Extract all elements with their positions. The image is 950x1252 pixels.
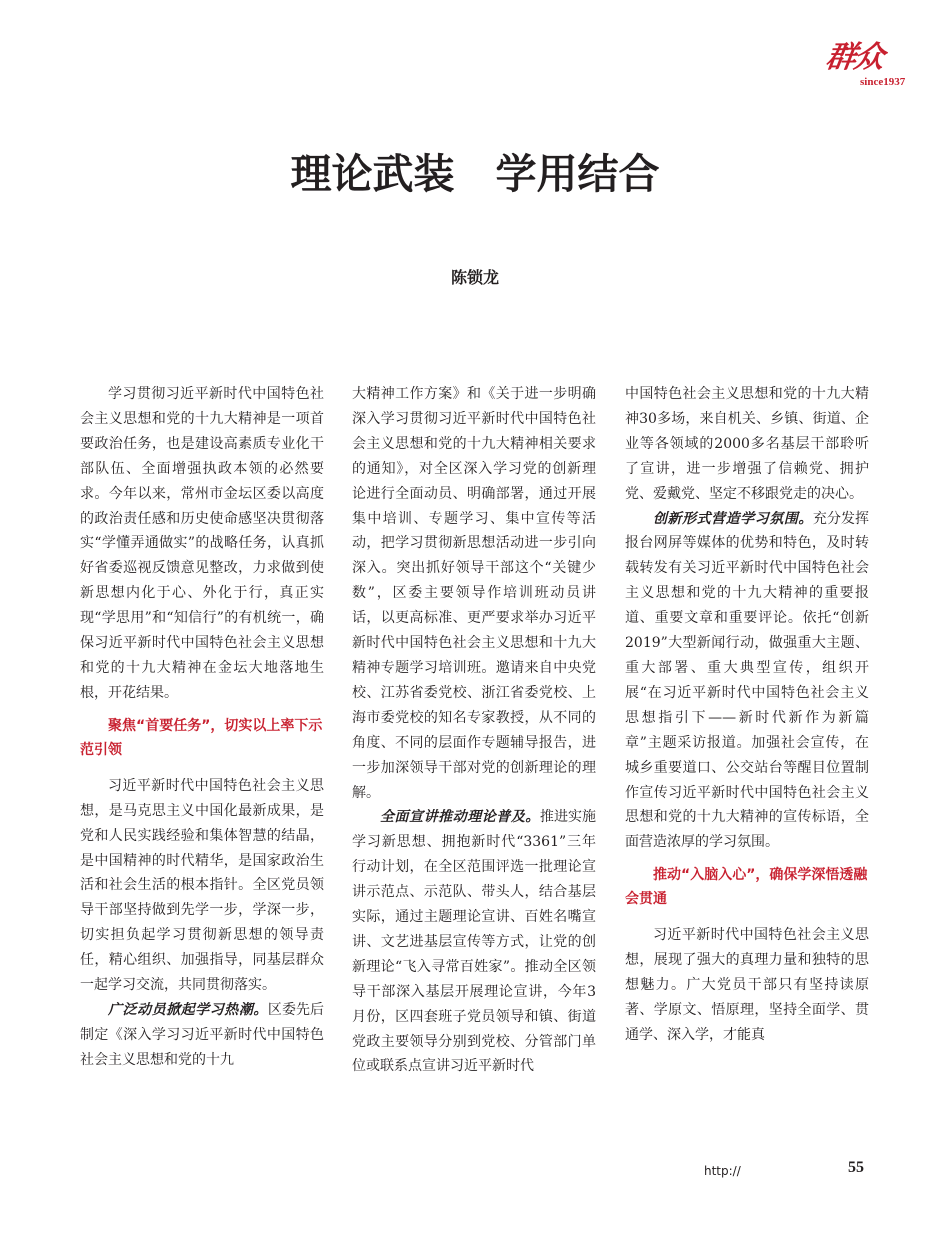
paragraph-lead: 创新形式营造学习氛围。 xyxy=(653,510,813,527)
paragraph: 学习贯彻习近平新时代中国特色社会主义思想和党的十九大精神是一项首要政治任务，也是建设高素质专业化干部队伍、全面增强执政本领的必然要求。今年以来，常州市金坛区委以高度的政治责任感和历史使命感坚决贯彻落实“学懂弄通做实”的战略任务，认真抓好省委巡视反馈意见整改，力求做到使新思想内化于心、外化于行，真正实现“学思用”和“知信行”的有机统一，确保习近平新时代中国特色社会主义思想和党的十九大精神在金坛大地落地生根，开花结果。 xyxy=(80,386,324,701)
logo-calligraphy: 群众 xyxy=(823,40,885,75)
paragraph xyxy=(80,998,324,1073)
paragraph xyxy=(352,805,596,1079)
section-heading: 推动“入脑入心”，确保学深悟透融会贯通 xyxy=(625,867,868,908)
paragraph-text: 充分发挥报台网屏等媒体的优势和特色，及时转载转发有关习近平新时代中国特色社会主义思想和党的十九大精神的重要报道、重要文章和重要评论。依托“创新2019”大型新闻行动，做强重大主题、重大部署、重大典型宣传，组织开展“在习近平新时代中国特色社会主义思想指引下——新时代新作为新篇章”主题采访报道。加强社会宣传，在城乡重要道口、公交站台等醒目位置制作宣传习近平新时代中国特色社会主义思想和党的十九大精神的宣传标语，全面营造浓厚的学习氛围。 xyxy=(625,510,870,851)
footer-url: http:// xyxy=(704,1164,741,1178)
page-number: 55 xyxy=(848,1159,864,1176)
column-3 xyxy=(625,382,869,1048)
paragraph: 大精神工作方案》和《关于进一步明确深入学习贯彻习近平新时代中国特色社会主义思想和党的十九大精神相关要求的通知》，对全区深入学习党的创新理论进行全面动员、明确部署，通过开展集中培训、专题学习、集中宣传等活动，把学习贯彻新思想活动进一步引向深入。突出抓好领导干部这个“关键少数”，区委主要领导作培训班动员讲话，以更高标准、更严要求举办习近平新时代中国特色社会主义思想和十九大精神专题学习培训班。邀请来自中央党校、江苏省委党校、浙江省委党校、上海市委党校的知名专家教授，从不同的角度、不同的层面作专题辅导报告，进一步加深领导干部对党的创新理论的理解。 xyxy=(352,386,596,801)
magazine-logo xyxy=(823,40,916,96)
paragraph-text: 区委先后制定《深入学习习近平新时代中国特色社会主义思想和党的十九 xyxy=(80,1001,325,1068)
section-heading: 聚焦“首要任务”，切实以上率下示范引领 xyxy=(80,717,323,758)
logo-since: since1937 xyxy=(860,76,906,88)
article-title: 理论武装 学用结合 xyxy=(290,150,660,198)
paragraph-text: 推进实施学习新思想、拥抱新时代“3361”三年行动计划，在全区范围评选一批理论宣讲示范点、示范队、带头人，结合基层实际，通过主题理论宣讲、百姓名嘴宣讲、文艺进基层宣传等方式，让党的创新理论“飞入寻常百姓家”。推动全区领导干部深入基层开展理论宣讲，今年3月份，区四套班子党员领导和镇、街道党政主要领导分别到党校、分管部门单位或联系点宣讲习近平新时代 xyxy=(352,809,597,1075)
paragraph-text: 习近平新时代中国特色社会主义思想，是马克思主义中国化最新成果，是党和人民实践经验和集体智慧的结晶，是中国精神的时代精华，是国家政治生活和社会生活的根本指针。全区党员领导干部坚持做到先学一步，学深一步，切实担负起学习贯彻新思想的领导责任，精心组织、加强指导，同基层群众一起学习交流，共同贯彻落实。 xyxy=(80,777,324,994)
column-2 xyxy=(352,382,596,1079)
paragraph-lead: 广泛动员掀起学习热潮。 xyxy=(108,1001,268,1018)
paragraph xyxy=(80,774,324,998)
paragraph-lead: 全面宣讲推动理论普及。 xyxy=(380,809,540,826)
paragraph: 习近平新时代中国特色社会主义思想，展现了强大的真理力量和独特的思想魅力。广大党员干部只有坚持读原著、学原文、悟原理，坚持全面学、贯通学、深入学，才能真 xyxy=(625,927,869,1043)
article-author: 陈锁龙 xyxy=(450,268,499,287)
column-1 xyxy=(80,382,324,1073)
paragraph: 中国特色社会主义思想和党的十九大精神30多场，来自机关、乡镇、街道、企业等各领域的2000多名基层干部聆听了宣讲，进一步增强了信赖党、拥护党、爱戴党、坚定不移跟党走的决心。 xyxy=(625,386,869,502)
paragraph xyxy=(625,507,869,856)
